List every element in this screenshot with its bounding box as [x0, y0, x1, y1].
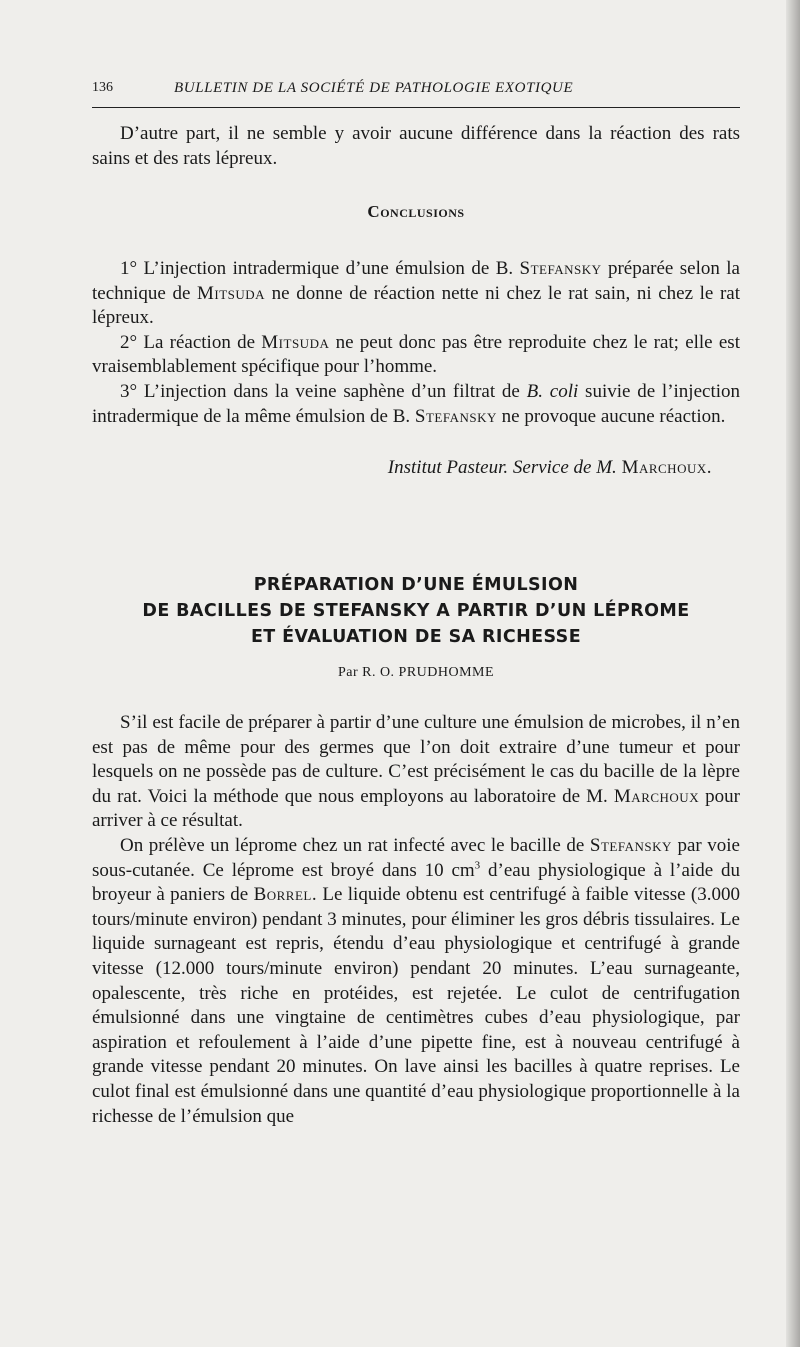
conclusion-text: ne donne de réaction nette ni chez le rat sain, ni chez le rat lépreux.: [92, 282, 741, 329]
conclusion-text: 3° L’injection dans la veine saphène d’un filtrat de: [120, 380, 527, 402]
author-name: Marchoux: [613, 785, 700, 807]
conclusion-text: ne provoque aucune réaction.: [496, 405, 726, 427]
page-number: 136: [92, 80, 113, 95]
author-name: Mitsuda: [197, 282, 266, 304]
author-name: Stefansky: [414, 405, 497, 427]
author-name: Borrel.: [253, 884, 318, 906]
author-name: Stefansky: [519, 258, 602, 279]
paragraph-text: S’il est facile de préparer à partir d’une culture une émulsion de microbes, il n’en est pas de même pour des germes que l’on doit extraire d’une tumeur et pour lesquels on ne possède pas de culture. C’est précisément le cas du bacille de la lèpre du rat. Voici la méthode que nous employons au laboratoire de M.: [92, 712, 740, 807]
article-title-line: PRÉPARATION D’UNE ÉMULSION: [253, 575, 579, 595]
running-title: BULLETIN DE LA SOCIÉTÉ DE PATHOLOGIE EXOTIQUE: [174, 80, 574, 96]
conclusion-item: [92, 380, 740, 429]
article-paragraph: [92, 834, 740, 1129]
signature-institution: Institut Pasteur. Service de M.: [387, 457, 617, 478]
article-title-line: DE BACILLES DE STEFANSKY A PARTIR D’UN LÉPROME: [142, 601, 690, 621]
paragraph-text: pour arriver à ce résultat.: [92, 785, 741, 832]
conclusion-item: [92, 331, 740, 380]
superscript: 3: [474, 859, 481, 872]
article-title: [92, 572, 740, 650]
byline: Par R. O. PRUDHOMME: [337, 665, 495, 680]
article-body: [92, 711, 740, 1129]
page-spine-shadow: [786, 0, 800, 1347]
conclusions-list: [92, 257, 740, 429]
species-name: B. coli: [526, 380, 579, 402]
conclusion-text: 1° L’injection intradermique d’une émulsion de B.: [120, 258, 520, 279]
signature: [388, 457, 712, 479]
conclusion-text: 2° La réaction de: [120, 331, 262, 353]
paragraph-text: Le liquide obtenu est centrifugé à faible vitesse (3.000 tours/minute environ) pendant 3 minutes, pour éliminer les gros débris tissulaires. Le liquide surnageant est repris, étendu d’eau physiologique et centrifugé à grande vitesse (12.000 tours/minute environ) pendant 20 minutes. L’eau surnageante, opalescente, très riche en protéides, est rejetée. Le culot de centrifugation émulsionné dans une vingtaine de centimètres cubes d’eau physiologique, par aspiration et refoulement à l’aide d’une pipette fine, est à nouveau centrifugé à grande vitesse pendant 20 minutes. On lave ainsi les bacilles à quatre reprises. Le culot final est émulsionné dans une quantité d’eau physiologique proportionnelle à la richesse de l’émulsion que: [92, 884, 740, 1127]
header-rule: [92, 107, 740, 108]
intro-paragraph: D’autre part, il ne semble y avoir aucune différence dans la réaction des rats sains et des rats lépreux.: [92, 123, 740, 169]
paragraph-text: d’eau physiologique à l’aide du broyeur à paniers de: [92, 859, 740, 906]
conclusion-text: suivie de l’injection intradermique de la même émulsion de B.: [92, 380, 741, 427]
conclusion-text: ne peut donc pas être reproduite chez le rat; elle est vraisemblablement spécifique pour l’homme.: [92, 331, 740, 378]
conclusions-heading: Conclusions: [367, 202, 465, 221]
conclusion-item: [92, 257, 740, 331]
author-name: Mitsuda: [261, 331, 330, 353]
author-name: Stefansky: [589, 834, 672, 856]
paragraph-text: On prélève un léprome chez un rat infecté avec le bacille de: [120, 834, 590, 856]
article-title-line: ET ÉVALUATION DE SA RICHESSE: [250, 627, 582, 647]
page-header: [92, 76, 740, 100]
conclusion-text: préparée selon la technique de: [92, 258, 740, 304]
signature-name: Marchoux.: [621, 457, 712, 478]
paragraph-text: par voie sous-cutanée. Ce léprome est broyé dans 10 cm: [92, 834, 740, 881]
article-paragraph: [92, 711, 740, 834]
